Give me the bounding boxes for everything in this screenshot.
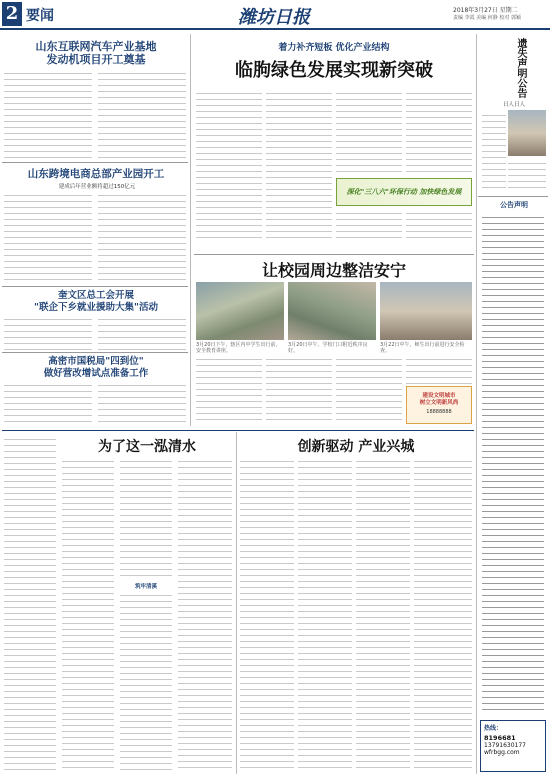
campus-photo [196, 282, 284, 340]
article-body [120, 592, 172, 772]
bottom-headline: 创新驱动 产业兴城 [297, 439, 415, 455]
notice-list [482, 214, 544, 714]
column-divider [190, 34, 191, 426]
article-body [356, 458, 410, 772]
bottom-headline: 为了这一泓清水 [98, 439, 196, 455]
bottom-right-story [238, 432, 474, 774]
green-banner-text: 深化"三八六"环保行动 加快绿色发展 [346, 188, 462, 196]
green-banner [336, 178, 472, 206]
article-body [406, 356, 472, 384]
article-body [98, 316, 186, 350]
article-body [4, 316, 92, 350]
lead-story [194, 34, 474, 252]
notice-body [482, 112, 506, 192]
bottom-subhead: 筑牢清溪 [134, 584, 157, 590]
divider [478, 196, 548, 197]
hotline-box [480, 720, 546, 772]
right-sidebar [478, 34, 548, 774]
campus-photo [380, 282, 472, 340]
article-body [196, 90, 262, 240]
hotline-label: 热线： [484, 725, 503, 732]
article-body [62, 458, 114, 772]
lead-kicker: 着力补齐短板 优化产业结构 [278, 43, 390, 53]
article-body [406, 90, 472, 176]
article-body [266, 90, 332, 240]
ad-phone: 18888888 [426, 409, 452, 415]
article-body [240, 458, 294, 772]
article-body [98, 382, 186, 424]
date-line: 2018年3月27日 星期二 [453, 7, 518, 14]
notice-portrait [508, 110, 546, 156]
lead-headline: 临朐绿色发展实现新突破 [235, 60, 433, 81]
photo-caption: 3月20日中午，学校门口附近秩序良好。 [288, 342, 368, 354]
left-column [2, 34, 188, 426]
article-body [98, 192, 186, 284]
photo-caption: 3月20日下午，辖区内中学生出行前，安全教育讲座。 [196, 342, 281, 354]
article-body [196, 356, 262, 424]
article-subtitle: 建成后年营业额将超过150亿元 [58, 184, 136, 190]
hotline-phone: 13791630177 [484, 742, 526, 749]
article-body [98, 70, 186, 160]
column-divider [236, 432, 237, 774]
article-body [414, 458, 472, 772]
ad-text: 建设文明城市 树立文明新风尚 [419, 393, 459, 406]
campus-photo [288, 282, 376, 340]
article-body [4, 382, 92, 424]
hotline-phone: 8196681 [484, 734, 516, 742]
article-body [336, 90, 402, 176]
article-body [4, 70, 92, 160]
article-body [4, 192, 92, 284]
article-title: 山东跨境电商总部产业园开工 [27, 168, 165, 180]
paper-name: 潍坊日报 [238, 7, 310, 28]
section-rule [2, 430, 474, 431]
bottom-left-story [2, 432, 234, 774]
divider [2, 286, 188, 287]
article-title: 高密市国税局"四到位" 做好营改增试点准备工作 [43, 356, 149, 379]
notice-sub: 日人日人 [502, 102, 525, 108]
divider [2, 162, 188, 163]
divider [2, 352, 188, 353]
column-divider [476, 34, 477, 774]
hotline-web: wfrbgg.com [484, 749, 520, 756]
section-label: 要闻 [26, 8, 54, 24]
campus-headline: 让校园周边整洁安宁 [261, 261, 406, 280]
article-body [178, 458, 232, 772]
article-body [298, 458, 352, 772]
article-body [336, 210, 402, 240]
masthead [0, 0, 550, 32]
article-title: 奎文区总工会开展 "联企下乡就业援助大集"活动 [34, 290, 158, 313]
article-body [266, 356, 332, 424]
photo-caption: 3月22日中午，师生出行前进行安全检查。 [380, 342, 465, 354]
editors-line: 责编 李霞 美编 何静 校对 郭颖 [453, 15, 521, 21]
campus-story [194, 254, 474, 426]
article-body [336, 356, 402, 424]
divider [194, 254, 474, 255]
notice-list-title: 公告声明 [500, 201, 528, 209]
article-body [406, 210, 472, 240]
notice-banner: 遗失声明公告 [515, 38, 526, 98]
article-body [120, 458, 172, 578]
article-title: 山东互联网汽车产业基地 发动机项目开工奠基 [35, 40, 157, 66]
notice-body [508, 160, 546, 192]
civility-ad [406, 386, 472, 424]
article-body [4, 436, 56, 772]
page-number: 2 [2, 2, 22, 26]
masthead-rule [0, 28, 550, 30]
